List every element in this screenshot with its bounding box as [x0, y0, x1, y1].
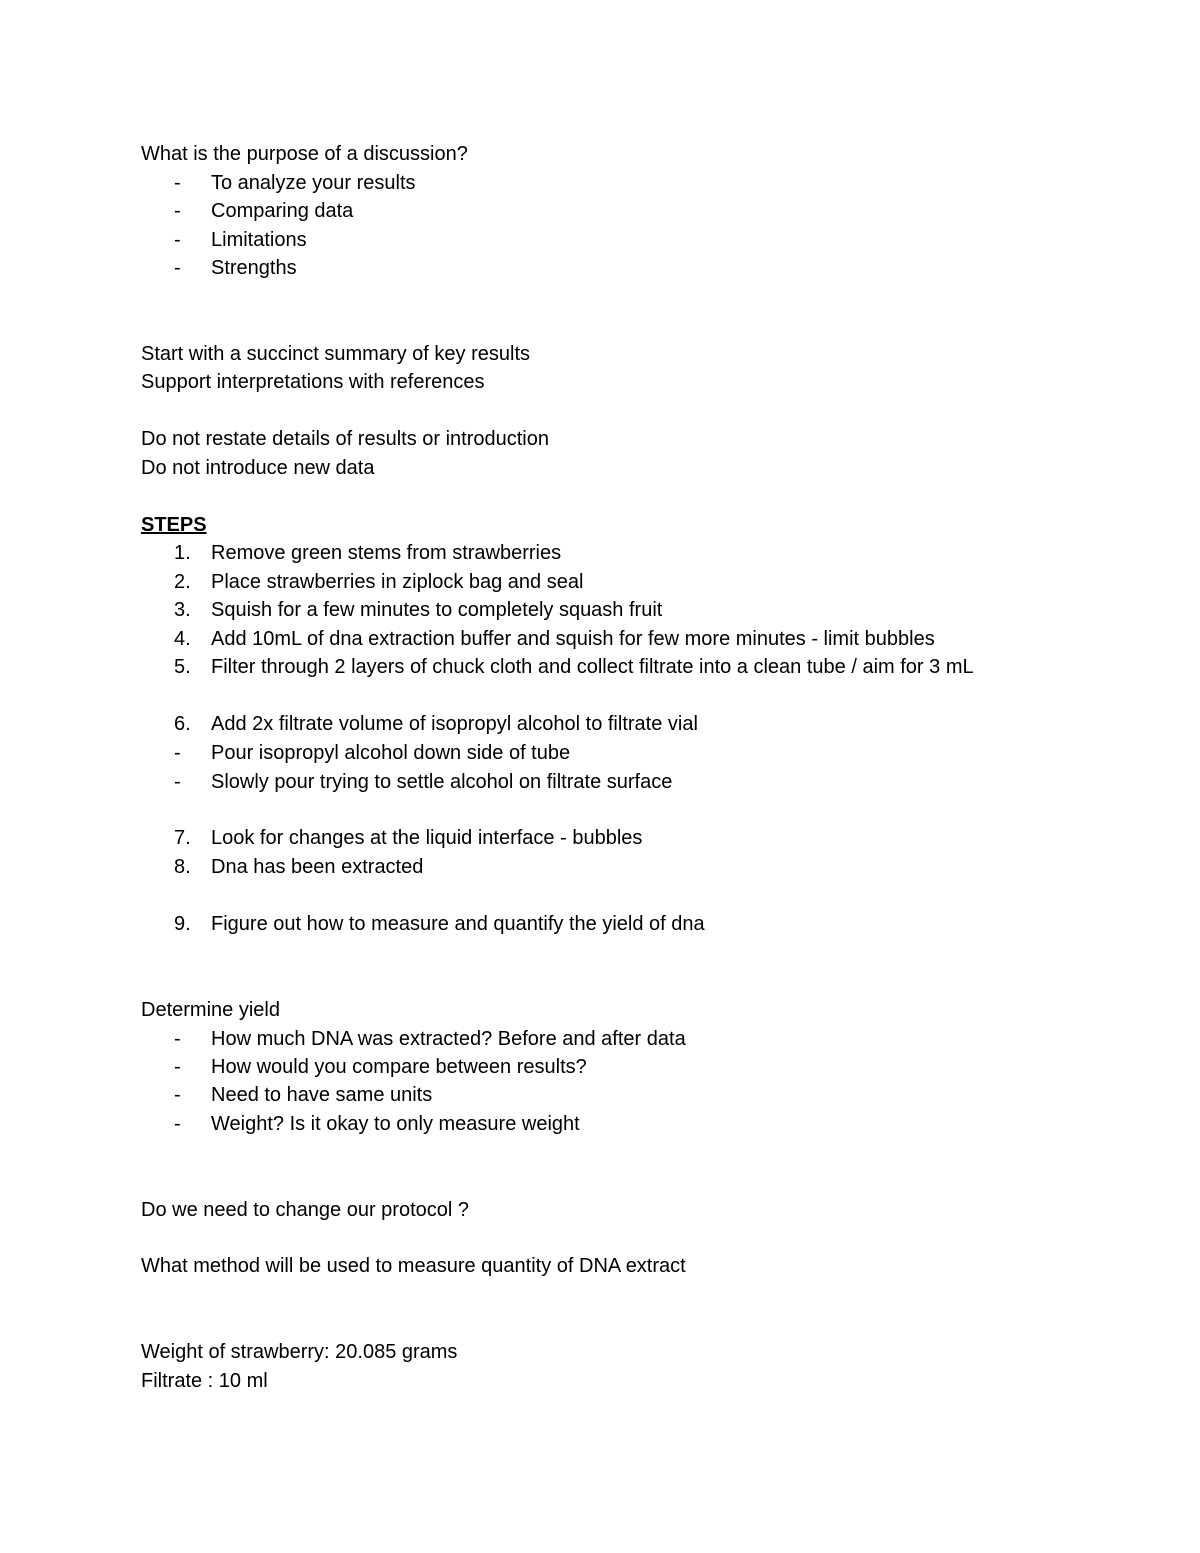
purpose-item: Comparing data [211, 200, 354, 222]
step-number: 8. [174, 856, 191, 878]
guideline-text: Support interpretations with references [141, 371, 485, 393]
step-number: 7. [174, 827, 191, 849]
steps-heading: STEPS [141, 514, 207, 536]
step-item: Squish for a few minutes to completely squash fruit [211, 599, 663, 621]
bullet-marker: - [174, 257, 181, 279]
bullet-marker: - [174, 172, 181, 194]
question-text: What method will be used to measure quantity of DNA extract [141, 1255, 686, 1277]
step-item: Look for changes at the liquid interface - bubbles [211, 827, 643, 849]
step-number: 2. [174, 571, 191, 593]
step-number: 1. [174, 542, 191, 564]
bullet-marker: - [174, 1028, 181, 1050]
purpose-item: To analyze your results [211, 172, 416, 194]
guideline-text: Do not introduce new data [141, 457, 375, 479]
step-item: Place strawberries in ziplock bag and seal [211, 571, 584, 593]
bullet-marker: - [174, 1056, 181, 1078]
bullet-marker: - [174, 1084, 181, 1106]
step-item: Add 10mL of dna extraction buffer and squish for few more minutes - limit bubbles [211, 628, 935, 650]
step-item: Add 2x filtrate volume of isopropyl alcohol to filtrate vial [211, 713, 698, 735]
step-subitem: Slowly pour trying to settle alcohol on filtrate surface [211, 771, 673, 793]
step-number: 6. [174, 713, 191, 735]
bullet-marker: - [174, 200, 181, 222]
step-number: 4. [174, 628, 191, 650]
bullet-marker: - [174, 229, 181, 251]
bullet-marker: - [174, 742, 181, 764]
purpose-question: What is the purpose of a discussion? [141, 143, 468, 165]
yield-heading: Determine yield [141, 999, 280, 1021]
step-item: Figure out how to measure and quantify the yield of dna [211, 913, 705, 935]
yield-item: Weight? Is it okay to only measure weight [211, 1113, 580, 1135]
step-item: Remove green stems from strawberries [211, 542, 562, 564]
purpose-item: Limitations [211, 229, 307, 251]
bullet-marker: - [174, 1113, 181, 1135]
measurement-filtrate: Filtrate : 10 ml [141, 1370, 268, 1392]
step-item: Dna has been extracted [211, 856, 424, 878]
yield-item: How much DNA was extracted? Before and after data [211, 1028, 686, 1050]
measurement-weight: Weight of strawberry: 20.085 grams [141, 1341, 458, 1363]
yield-item: Need to have same units [211, 1084, 433, 1106]
yield-item: How would you compare between results? [211, 1056, 587, 1078]
purpose-item: Strengths [211, 257, 297, 279]
step-number: 5. [174, 656, 191, 678]
step-number: 3. [174, 599, 191, 621]
step-subitem: Pour isopropyl alcohol down side of tube [211, 742, 571, 764]
bullet-marker: - [174, 771, 181, 793]
question-text: Do we need to change our protocol ? [141, 1199, 469, 1221]
step-number: 9. [174, 913, 191, 935]
guideline-text: Do not restate details of results or introduction [141, 428, 549, 450]
guideline-text: Start with a succinct summary of key results [141, 343, 531, 365]
step-item: Filter through 2 layers of chuck cloth and collect filtrate into a clean tube / aim for 3 mL [211, 656, 974, 678]
